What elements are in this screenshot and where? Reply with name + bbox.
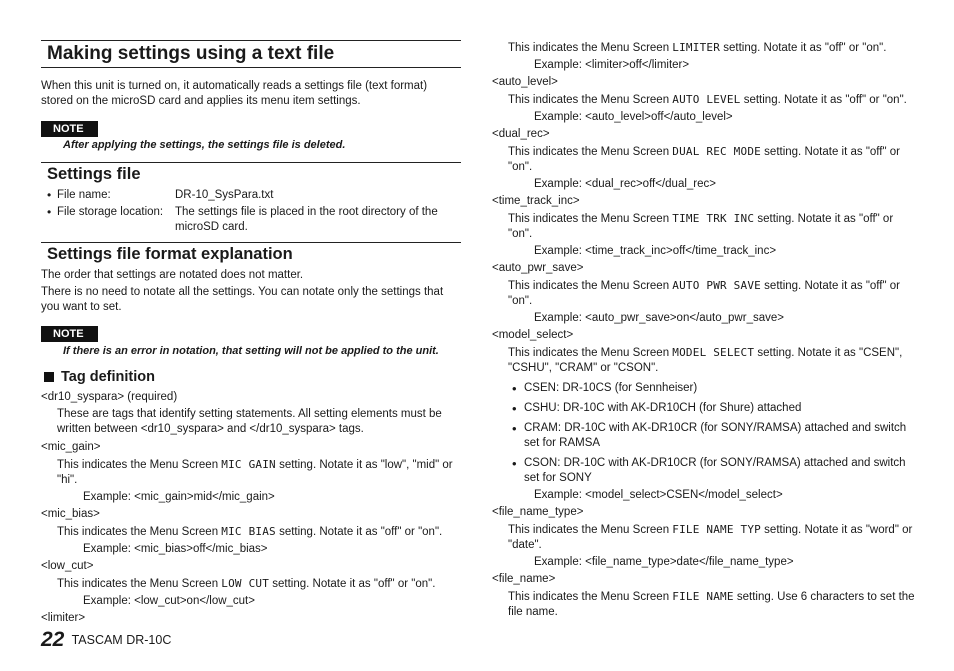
- tag-definition-heading: [44, 368, 155, 386]
- menu-name: MIC BIAS: [221, 525, 276, 538]
- tag-definition-label: Tag definition: [61, 369, 155, 385]
- file-name-label: • File name:: [57, 188, 111, 203]
- model-item: • CSHU: DR-10C with AK-DR10CH (for Shure) attached: [492, 401, 917, 416]
- time-track-example: Example: <time_track_inc>off</time_track_inc>: [534, 245, 777, 257]
- menu-name: AUTO LEVEL: [672, 93, 741, 106]
- auto-pwr-example: Example: <auto_pwr_save>on</auto_pwr_save>: [534, 312, 784, 324]
- footer-brand: TASCAM DR-10C: [71, 633, 172, 647]
- note-text-2: If there is an error in notation, that setting will not be applied to the unit.: [63, 345, 439, 357]
- menu-name: MIC GAIN: [221, 458, 276, 471]
- page-title: Making settings using a text file: [41, 40, 461, 68]
- limiter-tag: <limiter>: [41, 612, 86, 624]
- menu-name: MODEL SELECT: [672, 346, 755, 359]
- limiter-desc: This indicates the Menu Screen LIMITER setting. Notate it as "off" or "on".: [508, 41, 887, 54]
- model-item: • CRAM: DR-10C with AK-DR10CR (for SONY/RAMSA) attached and switch set for RAMSA: [492, 421, 917, 451]
- model-item: • CSEN: DR-10CS (for Sennheiser): [492, 381, 917, 396]
- format-paragraph-1: The order that settings are notated does not matter.: [41, 269, 304, 281]
- settings-file-heading: Settings file: [41, 162, 461, 185]
- file-location-label: • File storage location:: [57, 205, 163, 220]
- file-name-tag: <file_name>: [492, 573, 556, 585]
- menu-name: DUAL REC MODE: [672, 145, 761, 158]
- square-bullet-icon: [44, 372, 54, 382]
- file-name-value: DR-10_SysPara.txt: [175, 189, 274, 201]
- menu-name: LOW CUT: [221, 577, 270, 590]
- file-name-type-example: Example: <file_name_type>date</file_name_type>: [534, 556, 794, 568]
- dual-rec-desc: This indicates the Menu Screen DUAL REC MODE setting. Notate it as "off" or "on".: [508, 145, 900, 173]
- dual-rec-tag: <dual_rec>: [492, 128, 550, 140]
- low-cut-tag: <low_cut>: [41, 560, 94, 572]
- mic-bias-tag: <mic_bias>: [41, 508, 100, 520]
- limiter-example: Example: <limiter>off</limiter>: [534, 59, 690, 71]
- auto-pwr-tag: <auto_pwr_save>: [492, 262, 584, 274]
- note-badge-1: [41, 121, 98, 137]
- mic-gain-tag: <mic_gain>: [41, 441, 101, 453]
- intro-paragraph: When this unit is turned on, it automatically reads a settings file (text format) stored on the microSD card and applies its menu item settings.: [41, 80, 428, 107]
- time-track-desc: This indicates the Menu Screen TIME TRK INC setting. Notate it as "off" or "on".: [508, 212, 894, 240]
- auto-level-example: Example: <auto_level>off</auto_level>: [534, 111, 733, 123]
- model-tag: <model_select>: [492, 329, 574, 341]
- page-number: 22: [41, 628, 65, 651]
- time-track-tag: <time_track_inc>: [492, 195, 580, 207]
- note-text-1: After applying the settings, the settings file is deleted.: [63, 139, 346, 151]
- low-cut-desc: This indicates the Menu Screen LOW CUT setting. Notate it as "off" or "on".: [57, 577, 436, 590]
- file-name-desc: This indicates the Menu Screen FILE NAME setting. Use 6 characters to set the file name.: [508, 590, 915, 618]
- format-heading: Settings file format explanation: [41, 242, 461, 265]
- note-badge-2: [41, 326, 98, 342]
- file-name-type-tag: <file_name_type>: [492, 506, 584, 518]
- low-cut-example: Example: <low_cut>on</low_cut>: [83, 595, 255, 607]
- mic-gain-example: Example: <mic_gain>mid</mic_gain>: [83, 491, 275, 503]
- dr10-desc: These are tags that identify setting statements. All setting elements must be written between <dr10_syspara> and </dr10_syspara> tags.: [57, 408, 442, 435]
- model-desc: This indicates the Menu Screen MODEL SELECT setting. Notate it as "CSEN", "CSHU", "CRAM" or "CSON".: [508, 346, 903, 374]
- mic-gain-desc: This indicates the Menu Screen MIC GAIN setting. Notate it as "low", "mid" or "hi".: [57, 458, 453, 486]
- page-footer: [41, 628, 172, 651]
- dr10-tag: <dr10_syspara> (required): [41, 391, 178, 403]
- menu-name: FILE NAME TYP: [672, 523, 761, 536]
- auto-level-desc: This indicates the Menu Screen AUTO LEVEL setting. Notate it as "off" or "on".: [508, 93, 907, 106]
- mic-bias-desc: This indicates the Menu Screen MIC BIAS setting. Notate it as "off" or "on".: [57, 525, 443, 538]
- menu-name: AUTO PWR SAVE: [672, 279, 761, 292]
- auto-pwr-desc: This indicates the Menu Screen AUTO PWR SAVE setting. Notate it as "off" or "on".: [508, 279, 900, 307]
- model-example: Example: <model_select>CSEN</model_select>: [534, 489, 783, 501]
- mic-bias-example: Example: <mic_bias>off</mic_bias>: [83, 543, 268, 555]
- tag-list-right: [492, 40, 917, 622]
- file-name-type-desc: This indicates the Menu Screen FILE NAME TYP setting. Notate it as "word" or "date".: [508, 523, 913, 551]
- model-item: • CSON: DR-10C with AK-DR10CR (for SONY/RAMSA) attached and switch set for SONY: [492, 456, 917, 486]
- format-paragraph-2: There is no need to notate all the settings. You can notate only the settings that you want to set.: [41, 286, 444, 313]
- menu-name: LIMITER: [672, 41, 721, 54]
- tag-list-left: [41, 390, 455, 628]
- dual-rec-example: Example: <dual_rec>off</dual_rec>: [534, 178, 716, 190]
- note-label: NOTE: [41, 326, 98, 342]
- menu-name: FILE NAME: [672, 590, 734, 603]
- file-location-value: The settings file is placed in the root directory of the microSD card.: [175, 206, 438, 233]
- auto-level-tag: <auto_level>: [492, 76, 558, 88]
- menu-name: TIME TRK INC: [672, 212, 755, 225]
- note-label: NOTE: [41, 121, 98, 137]
